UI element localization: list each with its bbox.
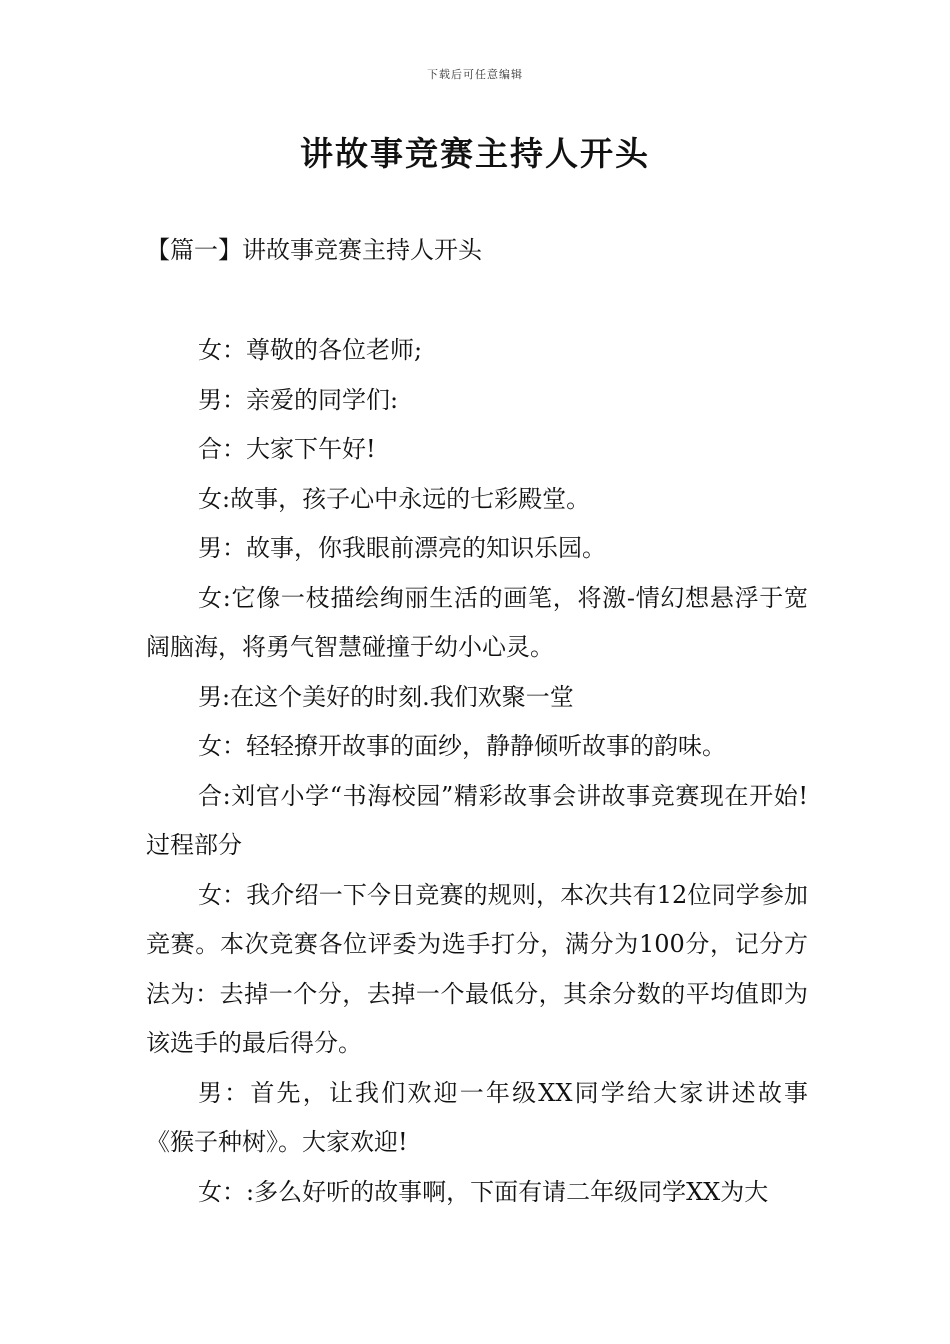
paragraph: 男:在这个美好的时刻.我们欢聚一堂 xyxy=(198,682,574,711)
paragraph: 女:它像一枝描绘绚丽生活的画笔，将激-情幻想悬浮于宽阔脑海，将勇气智慧碰撞于幼小心灵。 xyxy=(146,583,808,661)
section-heading: 【篇一】讲故事竞赛主持人开头 xyxy=(146,236,482,264)
document-body xyxy=(146,326,808,1217)
paragraph: 女：尊敬的各位老师; xyxy=(198,336,423,364)
paragraph: 男：亲爱的同学们: xyxy=(198,385,399,414)
paragraph: 女：:多么好听的故事啊，下面有请二年级同学XX为大 xyxy=(198,1177,769,1206)
paragraph: 男：首先，让我们欢迎一年级XX同学给大家讲述故事《猴子种树》。大家欢迎! xyxy=(146,1078,808,1156)
paragraph: 女：我介绍一下今日竞赛的规则，本次共有12位同学参加竞赛。本次竞赛各位评委为选手打分，满分为100分，记分方法为：去掉一个分，去掉一个最低分，其余分数的平均值即为该选手的最后得分。 xyxy=(146,880,808,1057)
paragraph: 女:故事，孩子心中永远的七彩殿堂。 xyxy=(198,484,591,513)
paragraph: 女：轻轻撩开故事的面纱，静静倾听故事的韵味。 xyxy=(198,732,726,760)
document-title: 讲故事竞赛主持人开头 xyxy=(300,134,650,173)
header-note: 下载后可任意编辑 xyxy=(427,68,523,81)
paragraph: 合:刘官小学“书海校园”精彩故事会讲故事竞赛现在开始!过程部分 xyxy=(146,781,808,859)
paragraph: 合：大家下午好! xyxy=(198,435,376,463)
paragraph: 男：故事，你我眼前漂亮的知识乐园。 xyxy=(198,534,606,562)
